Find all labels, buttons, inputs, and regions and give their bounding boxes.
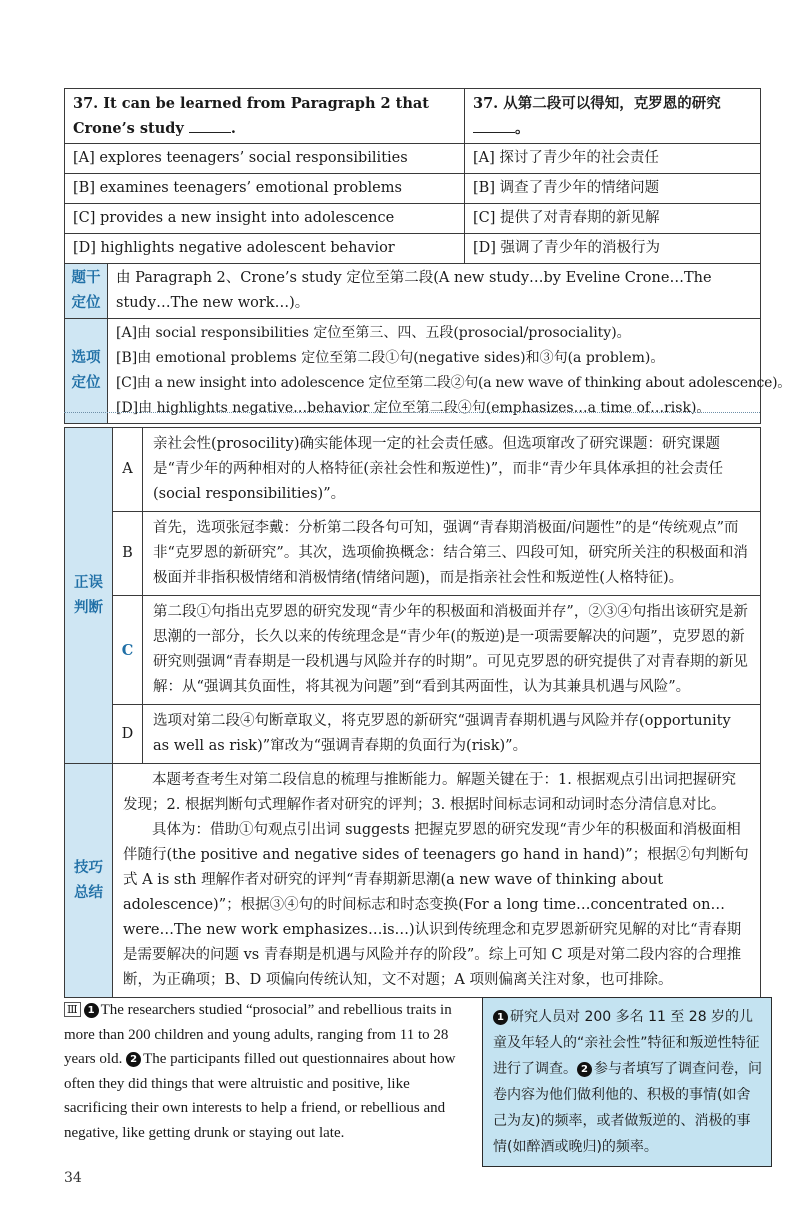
analysis-table <box>64 427 761 998</box>
judgement-text: 亲社会性(prosocility)确实能体现一定的社会责任感。但选项窜改了研究课题：研究课题是“青少年的两种相对的人格特征(亲社会性和叛逆性)”，而非“青少年具体承担的社会责任(social responsibilities)”。 <box>143 428 761 512</box>
option-locate-label: 选项定位 <box>65 319 108 423</box>
option-cn: [A] 探讨了青少年的社会责任 <box>465 144 761 174</box>
judgement-row <box>65 705 761 764</box>
summary-label: 技巧总结 <box>65 764 113 998</box>
option-cn: [B] 调查了青少年的情绪问题 <box>465 174 761 204</box>
stem-locate-label: 题干定位 <box>65 264 108 318</box>
summary-row <box>65 764 761 998</box>
question-stem-cn: 37. 从第二段可以得知，克罗恩的研究。 <box>465 89 761 144</box>
translation-sentence: 研究人员对 200 多名 11 至 28 岁的儿童及年轻人的“亲社会性”特征和叛逆性特征进行了调查。 <box>493 1009 760 1077</box>
dotted-divider <box>64 412 760 413</box>
page-number: 34 <box>64 1170 82 1186</box>
summary-text <box>113 764 761 998</box>
judgement-text: 选项对第二段④句断章取义，将克罗恩的新研究“强调青春期机遇与风险并存(opportunity as well as risk)”窜改为“强调青春期的负面行为(risk)”。 <box>143 705 761 764</box>
question-stem-en: 37. It can be learned from Paragraph 2 that Crone’s study . <box>65 89 465 144</box>
passage-sentence: The researchers studied “prosocial” and rebellious traits in more than 200 children and young adults, ranging from 11 to 28 years old. <box>64 1002 452 1067</box>
answer-blank <box>473 118 515 133</box>
option-locate-line: [C]由 a new insight into adolescence 定位至第二段②句(a new wave of thinking about adolescence)。 <box>116 375 791 391</box>
option-en: [A] explores teenagers’ social responsibilities <box>65 144 465 174</box>
sentence-number-icon: 2 <box>126 1052 141 1067</box>
answer-blank <box>189 118 231 133</box>
passage-sentence: The participants filled out questionnaires about how often they did things that were altruistic and positive, like sacrificing their own interests to help a friend, or rebellious and negative, like getting drunk or staying out late. <box>64 1051 456 1141</box>
option-locate-line: [A]由 social responsibilities 定位至第三、四、五段(prosocial/prosociality)。 <box>116 325 631 341</box>
option-locate-text <box>108 319 791 423</box>
summary-paragraph: 具体为：借助①句观点引出词 suggests 把握克罗恩的研究发现“青少年的积极面和消极面相伴随行(the positive and negative sides of teenagers go hand in hand)”；根据②句判断句式 A is sth 理解作者对研究的评判“青春期新思潮(a new wave of thinking about adolescence)”；根据③④句的时间标志和时态变换(For a long time…concentrated on…were…The new work emphasizes…is…)认识到传统理念和克罗恩新研究见解的对比“青春期是需要解决的问题 vs 青春期是机遇与风险并存的阶段”。综上可知 C 项是对第二段内容的合理推断，为正确项；B、D 项偏向传统认知，文不对题；A 项则偏离关注对象，也可排除。 <box>123 822 749 988</box>
translation-box <box>482 997 772 1167</box>
judgement-label: 正误判断 <box>65 428 113 764</box>
stem-locate-row <box>65 264 761 319</box>
option-en: [B] examines teenagers’ emotional problems <box>65 174 465 204</box>
option-letter-correct: C <box>113 596 143 705</box>
sentence-number-icon: 1 <box>493 1010 508 1025</box>
option-row <box>65 144 761 174</box>
option-cn: [D] 强调了青少年的消极行为 <box>465 234 761 264</box>
option-row <box>65 174 761 204</box>
question-table <box>64 88 791 424</box>
option-locate-line: [B]由 emotional problems 定位至第二段①句(negative sides)和③句(a problem)。 <box>116 350 665 366</box>
option-locate-line: [D]由 highlights negative…behavior 定位至第二段④句(emphasizes…a time of…risk)。 <box>116 400 711 416</box>
option-en: [D] highlights negative adolescent behavior <box>65 234 465 264</box>
stem-locate-text: 由 Paragraph 2、Crone’s study 定位至第二段(A new study…by Eveline Crone…The study…The new work…)。 <box>116 270 712 311</box>
translation-sentence: 参与者填写了调查问卷，问卷内容为他们做利他的、积极的事情(如舍己为友)的频率，或者做叛逆的、消极的事情(如醉酒或晚归)的频率。 <box>493 1061 762 1155</box>
judgement-row <box>65 512 761 596</box>
option-locate-row <box>65 319 761 424</box>
paragraph-number: Ⅲ <box>64 1002 81 1017</box>
passage-paragraph <box>64 998 468 1145</box>
option-cn: [C] 提供了对青春期的新见解 <box>465 204 761 234</box>
option-letter: B <box>113 512 143 596</box>
judgement-text: 首先，选项张冠李戴：分析第二段各句可知，强调“青春期消极面/问题性”的是“传统观点”而非“克罗恩的新研究”。其次，选项偷换概念：结合第三、四段可知，研究所关注的积极面和消极面并非指积极情绪和消极情绪(情绪问题)，而是指亲社会性和叛逆性(人格特征)。 <box>143 512 761 596</box>
option-row <box>65 204 761 234</box>
option-en: [C] provides a new insight into adolescence <box>65 204 465 234</box>
question-stem-row <box>65 89 761 144</box>
judgement-row <box>65 596 761 705</box>
judgement-row <box>65 428 761 512</box>
sentence-number-icon: 2 <box>577 1062 592 1077</box>
judgement-text: 第二段①句指出克罗恩的研究发现“青少年的积极面和消极面并存”，②③④句指出该研究是新思潮的一部分，长久以来的传统理念是“青少年(的叛逆)是一项需要解决的问题”，克罗恩的新研究则强调“青春期是一段机遇与风险并存的时期”。可见克罗恩的研究提供了对青春期的新见解：从“强调其负面性，将其视为问题”到“看到其两面性，认为其兼具机遇与风险”。 <box>143 596 761 705</box>
sentence-number-icon: 1 <box>84 1003 99 1018</box>
summary-paragraph: 本题考查考生对第二段信息的梳理与推断能力。解题关键在于：1. 根据观点引出词把握研究发现；2. 根据判断句式理解作者对研究的评判；3. 根据时间标志词和动词时态分清信息对比。 <box>123 772 736 813</box>
option-row <box>65 234 761 264</box>
option-letter: D <box>113 705 143 764</box>
option-letter: A <box>113 428 143 512</box>
